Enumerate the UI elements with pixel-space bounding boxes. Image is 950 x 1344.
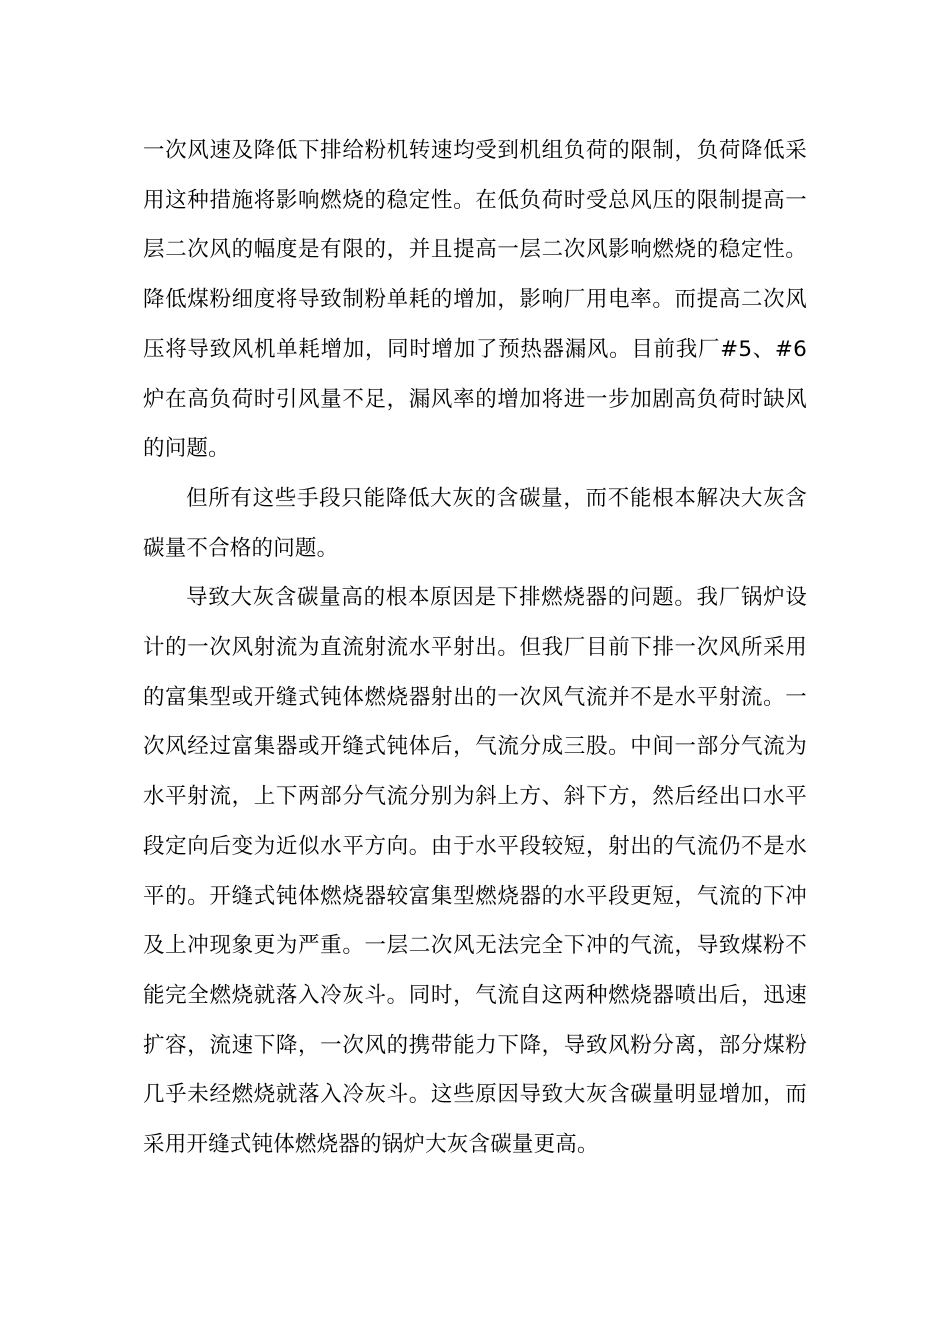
document-body <box>143 126 807 1170</box>
paragraph-3: 导致大灰含碳量高的根本原因是下排燃烧器的问题。我厂锅炉设计的一次风射流为直流射流水平射出。但我厂目前下排一次风所采用的富集型或开缝式钝体燃烧器射出的一次风气流并不是水平射流。一次风经过富集器或开缝式钝体后，气流分成三股。中间一部分气流为水平射流，上下两部分气流分别为斜上方、斜下方，然后经出口水平段定向后变为近似水平方向。由于水平段较短，射出的气流仍不是水平的。开缝式钝体燃烧器较富集型燃烧器的水平段更短，气流的下冲及上冲现象更为严重。一层二次风无法完全下冲的气流，导致煤粉不能完全燃烧就落入冷灰斗。同时，气流自这两种燃烧器喷出后，迅速扩容，流速下降，一次风的携带能力下降，导致风粉分离，部分煤粉几乎未经燃烧就落入冷灰斗。这些原因导致大灰含碳量明显增加，而采用开缝式钝体燃烧器的锅炉大灰含碳量更高。 <box>143 585 807 1158</box>
paragraph-2: 但所有这些手段只能降低大灰的含碳量，而不能根本解决大灰含碳量不合格的问题。 <box>143 485 807 561</box>
paragraph-1: 一次风速及降低下排给粉机转速均受到机组负荷的限制，负荷降低采用这种措施将影响燃烧的稳定性。在低负荷时受总风压的限制提高一层二次风的幅度是有限的，并且提高一层二次风影响燃烧的稳定性。降低煤粉细度将导致制粉单耗的增加，影响厂用电率。而提高二次风压将导致风机单耗增加，同时增加了预热器漏风。目前我厂#5、#6 炉在高负荷时引风量不足，漏风率的增加将进一步加剧高负荷时缺风的问题。 <box>143 138 807 462</box>
